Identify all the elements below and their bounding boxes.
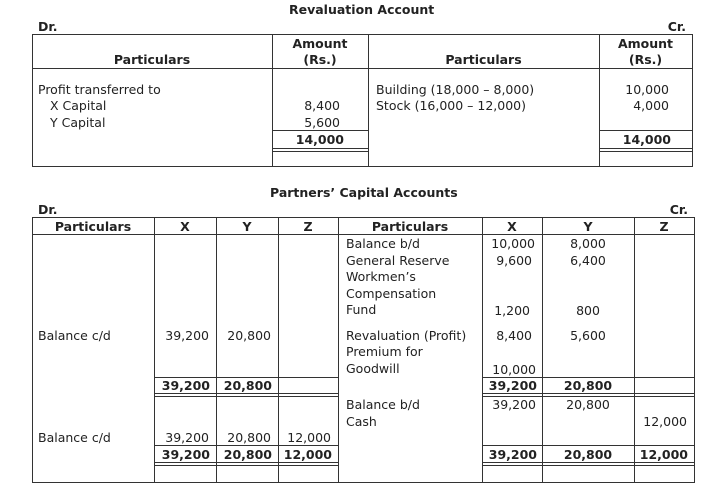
capital-cr: Cr. (669, 202, 688, 217)
reval-header-rs-right: (Rs.) (628, 52, 663, 67)
debit-balance-cd-1: Balance c/d (38, 328, 111, 343)
credit-balance-bd-2-y: 20,800 (566, 397, 610, 412)
credit-cash: Cash (346, 414, 377, 429)
reval-y-capital: Y Capital (50, 115, 106, 130)
capital-header-y-left: Y (242, 219, 252, 234)
debit-total-y-1: 20,800 (223, 378, 272, 393)
credit-wcf-line1: Workmen’s (346, 269, 416, 284)
debit-z-2: 12,000 (287, 430, 331, 445)
revaluation-dr: Dr. (38, 19, 58, 34)
reval-x-capital: X Capital (50, 98, 107, 113)
debit-total-y-2: 20,800 (223, 447, 272, 462)
credit-general-reserve-x: 9,600 (496, 253, 532, 268)
debit-y-1: 20,800 (227, 328, 271, 343)
capital-header-x-left: X (180, 219, 190, 234)
reval-stock: Stock (16,000 – 12,000) (376, 98, 526, 113)
debit-balance-cd-2: Balance c/d (38, 430, 111, 445)
credit-general-reserve: General Reserve (346, 253, 450, 268)
revaluation-cr: Cr. (667, 19, 686, 34)
reval-header-particulars-right: Particulars (445, 52, 522, 67)
credit-premium-line2: Goodwill (346, 361, 400, 376)
credit-balance-bd-x: 10,000 (491, 236, 535, 251)
reval-profit-transferred: Profit transferred to (38, 82, 161, 97)
capital-header-y-right: Y (583, 219, 593, 234)
credit-balance-bd-2: Balance b/d (346, 397, 420, 412)
credit-revaluation-x: 8,400 (496, 328, 532, 343)
credit-total-z-2: 12,000 (639, 447, 688, 462)
credit-total-x-1: 39,200 (488, 378, 537, 393)
capital-header-x-right: X (507, 219, 517, 234)
reval-amount-stock: 4,000 (633, 98, 669, 113)
credit-total-y-1: 20,800 (563, 378, 613, 393)
revaluation-title: Revaluation Account (289, 2, 435, 17)
debit-total-x-2: 39,200 (161, 447, 210, 462)
capital-header-z-right: Z (659, 219, 669, 234)
credit-cash-z: 12,000 (643, 414, 687, 429)
reval-building: Building (18,000 – 8,000) (376, 82, 535, 97)
reval-header-amount-left: Amount (292, 36, 348, 51)
credit-wcf-x: 1,200 (494, 303, 530, 318)
credit-wcf-line3: Fund (346, 302, 377, 317)
reval-amount-y: 5,600 (304, 115, 340, 130)
credit-wcf-y: 800 (576, 303, 600, 318)
debit-y-2: 20,800 (227, 430, 271, 445)
credit-total-x-2: 39,200 (488, 447, 537, 462)
reval-total-left: 14,000 (295, 132, 344, 147)
credit-premium-x: 10,000 (492, 362, 536, 377)
reval-amount-x: 8,400 (304, 98, 340, 113)
reval-header-amount-right: Amount (617, 36, 674, 51)
capital-dr: Dr. (38, 202, 58, 217)
credit-general-reserve-y: 6,400 (570, 253, 606, 268)
capital-header-particulars-left: Particulars (54, 219, 132, 234)
credit-wcf-line2: Compensation (346, 286, 437, 301)
credit-total-y-2: 20,800 (563, 447, 613, 462)
credit-balance-bd-2-x: 39,200 (492, 397, 536, 412)
credit-balance-bd-y: 8,000 (570, 236, 606, 251)
credit-revaluation-y: 5,600 (570, 328, 606, 343)
reval-header-particulars-left: Particulars (113, 52, 191, 67)
reval-header-rs-left: (Rs.) (303, 52, 337, 67)
capital-header-particulars-right: Particulars (371, 219, 449, 234)
debit-total-z-2: 12,000 (283, 447, 332, 462)
capital-header-z-left: Z (303, 219, 313, 234)
debit-x-2: 39,200 (165, 430, 209, 445)
credit-balance-bd: Balance b/d (346, 236, 420, 251)
reval-amount-building: 10,000 (625, 82, 669, 97)
reval-total-right: 14,000 (622, 132, 671, 147)
credit-premium-line1: Premium for (346, 344, 423, 359)
credit-revaluation: Revaluation (Profit) (346, 328, 467, 343)
capital-title: Partners’ Capital Accounts (270, 185, 458, 200)
debit-x-1: 39,200 (165, 328, 209, 343)
debit-total-x-1: 39,200 (161, 378, 210, 393)
